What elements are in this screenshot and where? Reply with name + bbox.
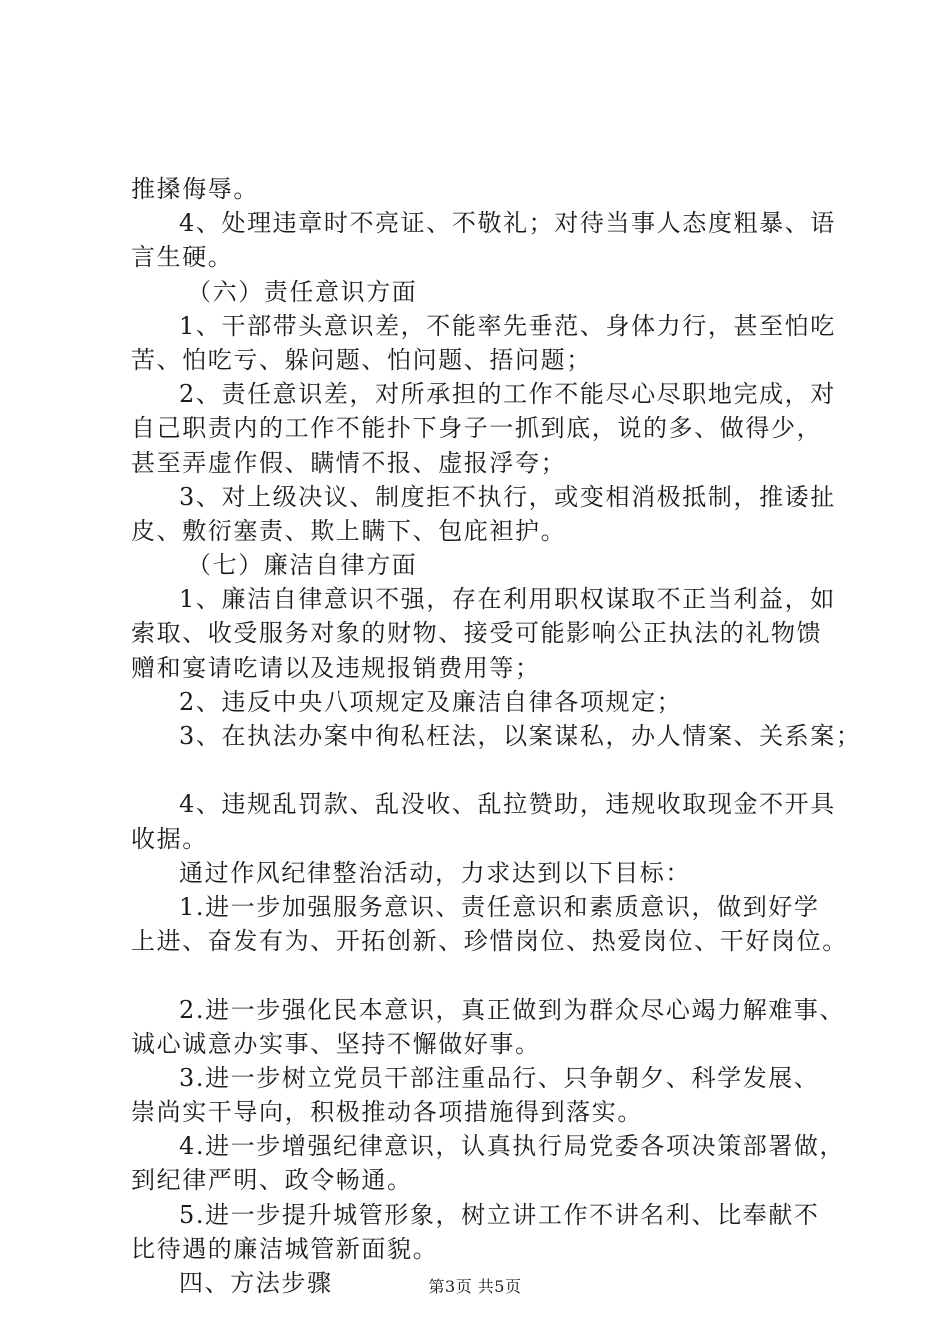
blank-line xyxy=(131,753,843,787)
text-line: 通过作风纪律整治活动，力求达到以下目标： xyxy=(179,858,691,887)
text-line: 上进、奋发有为、开拓创新、珍惜岗位、热爱岗位、干好岗位。 xyxy=(131,927,848,956)
text-line: 3、对上级决议、制度拒不执行，或变相消极抵制，推诿扯 xyxy=(179,482,836,511)
text-line: 甚至弄虚作假、瞒情不报、虚报浮夸； xyxy=(131,448,567,477)
text-line: 苦、怕吃亏、躲问题、怕问题、捂问题； xyxy=(131,345,592,374)
text-line: 1、干部带头意识差，不能率先垂范、身体力行，甚至怕吃 xyxy=(179,311,836,340)
text-line: 言生硬。 xyxy=(131,243,234,272)
text-line: 4、违规乱罚款、乱没收、乱拉赞助，违规收取现金不开具 xyxy=(179,790,836,819)
text-line: 4、处理违章时不亮证、不敬礼；对待当事人态度粗暴、语 xyxy=(179,209,836,238)
text-line: 自己职责内的工作不能扑下身子一抓到底，说的多、做得少， xyxy=(131,414,823,443)
text-line: 3.进一步树立党员干部注重品行、只争朝夕、科学发展、 xyxy=(179,1063,820,1092)
page-footer: 第3页 共5页 xyxy=(428,1277,522,1296)
text-line: 收据。 xyxy=(131,824,208,853)
text-line: 崇尚实干导向，积极推动各项措施得到落实。 xyxy=(131,1098,643,1127)
text-line: 赠和宴请吃请以及违规报销费用等； xyxy=(131,653,541,682)
text-line: 到纪律严明、政令畅通。 xyxy=(131,1166,413,1195)
document-body xyxy=(131,172,862,1300)
text-line: 2、违反中央八项规定及廉洁自律各项规定； xyxy=(179,687,683,716)
text-line: 3、在执法办案中徇私枉法，以案谋私，办人情案、关系案； xyxy=(179,722,862,750)
text-line: 推搡侮辱。 xyxy=(131,175,259,203)
section-heading: 四、方法步骤 xyxy=(179,1269,333,1297)
text-line: 4.进一步增强纪律意识，认真执行局党委各项决策部署做， xyxy=(179,1132,846,1161)
text-line: 2、责任意识差，对所承担的工作不能尽心尽职地完成，对 xyxy=(179,380,836,409)
text-line: 比待遇的廉洁城管新面貌。 xyxy=(131,1234,439,1263)
text-line: 皮、敷衍塞责、欺上瞒下、包庇袒护。 xyxy=(131,516,567,545)
text-line: 诚心诚意办实事、坚持不懈做好事。 xyxy=(131,1029,541,1058)
section-heading: （六）责任意识方面 xyxy=(187,277,418,306)
section-heading: （七）廉洁自律方面 xyxy=(187,551,418,580)
text-line: 5.进一步提升城管形象，树立讲工作不讲名利、比奉献不 xyxy=(179,1200,820,1229)
text-line: 1、廉洁自律意识不强，存在利用职权谋取不正当利益，如 xyxy=(179,585,836,614)
text-line: 2.进一步强化民本意识，真正做到为群众尽心竭力解难事、 xyxy=(179,995,846,1024)
text-line: 索取、收受服务对象的财物、接受可能影响公正执法的礼物馈 xyxy=(131,619,823,648)
text-line: 1.进一步加强服务意识、责任意识和素质意识，做到好学 xyxy=(179,892,820,921)
blank-line xyxy=(131,958,843,992)
